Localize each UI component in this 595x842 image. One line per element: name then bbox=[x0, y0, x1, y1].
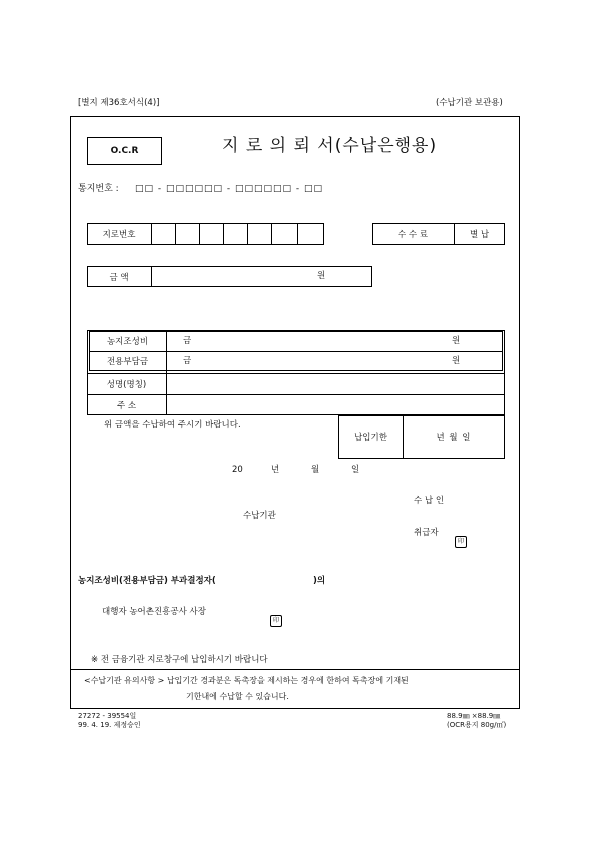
ocr-label: O.C.R bbox=[87, 137, 162, 165]
notice-no-label: 통지번호 : bbox=[78, 184, 119, 194]
caution-line-1: <수납기관 유의사항 > 납입기간 경과분은 독촉장을 제시하는 경우에 한하여 독촉장에 기재된 bbox=[84, 676, 409, 685]
column-line bbox=[166, 331, 167, 415]
section-divider bbox=[70, 669, 520, 670]
date-month-unit: 월 bbox=[311, 465, 320, 475]
fee-row-label: 농지조성비 bbox=[106, 337, 149, 347]
form-number: [별지 제36호서식(4)] bbox=[78, 98, 160, 108]
copy-label: (수납기관 보관용) bbox=[436, 98, 503, 108]
digit-divider bbox=[271, 223, 272, 245]
digit-divider bbox=[199, 223, 200, 245]
footer-approval-no: 27272 - 39554일 bbox=[78, 712, 137, 720]
footer-size: 88.9㎜ ×88.9㎜ bbox=[447, 712, 501, 720]
footer-approval-date: 99. 4. 19. 제정승인 bbox=[78, 721, 141, 729]
handler-label: 취급자 bbox=[414, 528, 439, 538]
date-day-unit: 일 bbox=[351, 465, 360, 475]
notice-no-format: □□ - □□□□□□ - □□□□□□ - □□ bbox=[135, 184, 323, 194]
seal-icon: 印 bbox=[455, 536, 467, 548]
receiving-agency: 수납기관 bbox=[243, 511, 276, 521]
amount-label: 금 액 bbox=[109, 272, 129, 283]
seal-stamp bbox=[455, 528, 467, 548]
name-label: 성명(명칭) bbox=[106, 379, 147, 390]
decision-suffix: )의 bbox=[313, 576, 326, 586]
page-title: 지 로 의 뢰 서(수납은행용) bbox=[222, 136, 438, 156]
divider bbox=[151, 266, 152, 287]
digit-divider bbox=[247, 223, 248, 245]
date-year-unit: 년 bbox=[271, 465, 280, 475]
seal-icon: 印 bbox=[270, 615, 282, 627]
payee-label: 수 납 인 bbox=[414, 496, 445, 506]
fee-label: 수 수 료 bbox=[397, 230, 429, 240]
fee-row-label: 전용부담금 bbox=[106, 357, 149, 367]
digit-divider bbox=[297, 223, 298, 245]
date-year: 20 bbox=[232, 465, 243, 475]
giro-number-label: 지로번호 bbox=[102, 230, 136, 240]
due-value: 년 월 일 bbox=[436, 433, 472, 443]
due-label: 납입기한 bbox=[354, 433, 387, 443]
fee-value: 별 납 bbox=[469, 230, 490, 240]
agent-text: 대행자 농어촌진흥공사 사장 bbox=[102, 607, 206, 617]
request-text: 위 금액을 수납하여 주시기 바랍니다. bbox=[104, 420, 241, 430]
decision-prefix: 농지조성비(전용부담금) 부과결정자( bbox=[78, 576, 216, 586]
payment-note: ※ 전 금융기관 지로창구에 납입하시기 바랍니다 bbox=[91, 655, 268, 665]
agent-seal bbox=[270, 607, 282, 627]
footer-paper: (OCR용지 80g/㎡) bbox=[447, 721, 507, 729]
fee-row-unit: 원 bbox=[452, 336, 461, 346]
amount-unit: 원 bbox=[317, 271, 326, 281]
fee-row-prefix: 금 bbox=[183, 356, 192, 366]
caution-line-2: 기한내에 수납할 수 있습니다. bbox=[186, 692, 289, 701]
digit-divider bbox=[223, 223, 224, 245]
divider bbox=[151, 223, 152, 245]
fee-row-unit: 원 bbox=[452, 356, 461, 366]
fee-row-prefix: 금 bbox=[183, 336, 192, 346]
address-label: 주 소 bbox=[116, 400, 137, 411]
digit-divider bbox=[175, 223, 176, 245]
